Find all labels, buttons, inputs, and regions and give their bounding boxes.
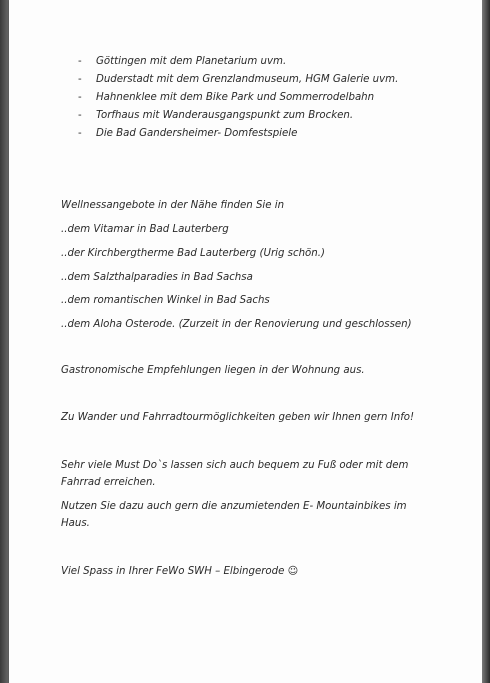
wellness-item: ..dem romantischen Winkel in Bad Sachs — [61, 295, 270, 306]
bullet-marker: - — [78, 92, 82, 103]
scan-edge-left — [0, 0, 9, 683]
scan-edge-right — [482, 0, 490, 683]
ebike-line: Haus. — [61, 518, 90, 529]
list-item-text: Göttingen mit dem Planetarium uvm. — [96, 56, 287, 67]
list-item-text: Torfhaus mit Wanderausgangspunkt zum Brocken. — [96, 110, 354, 121]
wellness-heading: Wellnessangebote in der Nähe finden Sie in — [61, 200, 285, 211]
list-item-text: Hahnenklee mit dem Bike Park und Sommerrodelbahn — [96, 92, 375, 103]
list-item-text: Duderstadt mit dem Grenzlandmuseum, HGM Galerie uvm. — [96, 74, 399, 85]
list-item-text: Die Bad Gandersheimer- Domfestspiele — [96, 128, 298, 139]
list-item — [78, 73, 398, 91]
list-item — [78, 127, 398, 145]
bullet-marker: - — [78, 74, 82, 85]
wellness-item: ..der Kirchbergtherme Bad Lauterberg (Urig schön.) — [61, 248, 325, 259]
list-item — [78, 55, 398, 73]
must-dos-line: Sehr viele Must Do`s lassen sich auch bequem zu Fuß oder mit dem — [61, 460, 409, 471]
must-dos-line: Fahrrad erreichen. — [61, 477, 156, 488]
closing-greeting: Viel Spass in Ihrer FeWo SWH – Elbingerode ☺ — [61, 566, 299, 577]
bullet-marker: - — [78, 128, 82, 139]
list-item — [78, 91, 398, 109]
ebike-line: Nutzen Sie dazu auch gern die anzumietenden E- Mountainbikes im — [61, 501, 407, 512]
gastronomy-text: Gastronomische Empfehlungen liegen in der Wohnung aus. — [61, 365, 365, 376]
attractions-list — [78, 55, 398, 145]
touring-info-text: Zu Wander und Fahrradtourmöglichkeiten geben wir Ihnen gern Info! — [61, 412, 415, 423]
wellness-item: ..dem Salzthalparadies in Bad Sachsa — [61, 272, 253, 283]
wellness-item: ..dem Vitamar in Bad Lauterberg — [61, 224, 229, 235]
bullet-marker: - — [78, 56, 82, 67]
wellness-item: ..dem Aloha Osterode. (Zurzeit in der Renovierung und geschlossen) — [61, 319, 412, 330]
bullet-marker: - — [78, 110, 82, 121]
list-item — [78, 109, 398, 127]
document-page — [9, 0, 482, 683]
